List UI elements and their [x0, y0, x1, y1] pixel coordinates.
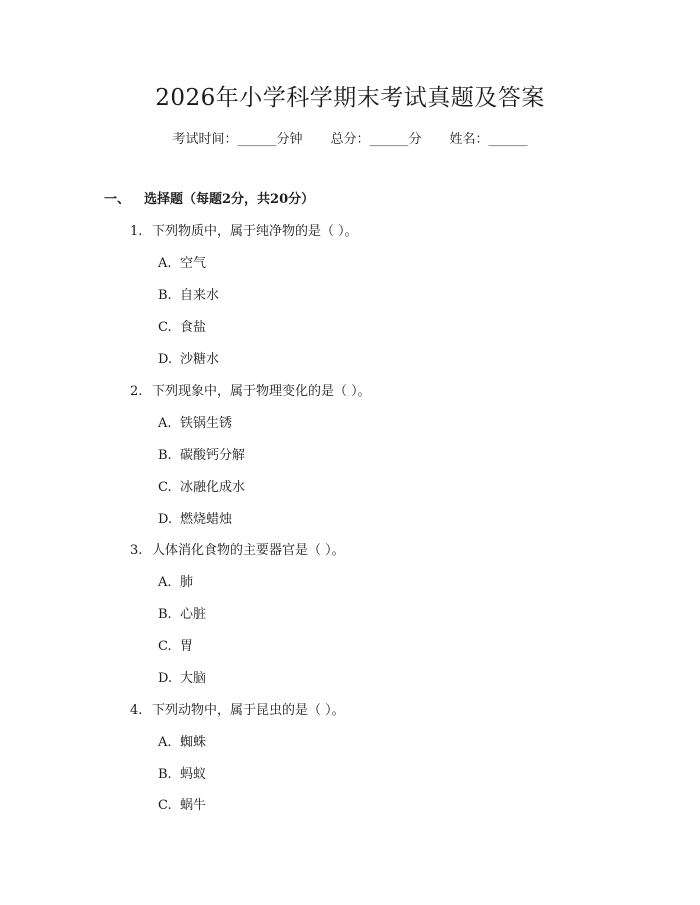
answer-option: [158, 574, 193, 592]
question-text: 下列动物中，属于昆虫的是（ ）。: [152, 703, 345, 718]
question: [130, 223, 358, 241]
question: [130, 383, 371, 401]
exam-meta: [0, 131, 700, 149]
option-text: 铁锅生锈: [180, 416, 233, 431]
section-heading: [104, 191, 314, 209]
option-text: 沙糖水: [180, 352, 220, 367]
section-number: 一、: [104, 192, 131, 207]
option-text: 蜘蛛: [180, 735, 207, 750]
answer-option: [158, 606, 206, 624]
option-letter: B.: [158, 288, 172, 303]
option-letter: B.: [158, 448, 172, 463]
option-text: 食盐: [180, 320, 207, 335]
option-text: 蜗牛: [180, 798, 207, 813]
answer-option: [158, 415, 232, 433]
question-number: 4.: [130, 703, 143, 718]
option-text: 肺: [180, 575, 194, 590]
option-letter: D.: [158, 671, 173, 686]
option-letter: A.: [158, 416, 172, 431]
exam-time-label: 考试时间：______分钟: [172, 132, 303, 147]
answer-option: [158, 670, 206, 688]
answer-option: [158, 797, 206, 815]
option-letter: C.: [158, 639, 172, 654]
option-letter: B.: [158, 607, 172, 622]
answer-option: [158, 638, 193, 656]
question-number: 2.: [130, 384, 143, 399]
option-text: 燃烧蜡烛: [180, 512, 233, 527]
answer-option: [158, 447, 245, 465]
answer-option: [158, 287, 219, 305]
option-text: 空气: [180, 256, 207, 271]
option-text: 大脑: [180, 671, 207, 686]
answer-option: [158, 351, 219, 369]
option-text: 胃: [180, 639, 194, 654]
question-text: 人体消化食物的主要器官是（ ）。: [152, 543, 345, 558]
option-letter: A.: [158, 256, 172, 271]
option-letter: B.: [158, 767, 172, 782]
question-number: 1.: [130, 224, 143, 239]
student-name-label: 姓名：______: [449, 132, 528, 147]
question: [130, 702, 345, 720]
answer-option: [158, 319, 206, 337]
option-text: 冰融化成水: [180, 480, 246, 495]
option-letter: C.: [158, 480, 172, 495]
option-letter: D.: [158, 352, 173, 367]
option-letter: C.: [158, 320, 172, 335]
page-title: 2026年小学科学期末考试真题及答案: [155, 85, 545, 111]
question: [130, 542, 345, 560]
option-letter: D.: [158, 512, 173, 527]
total-score-label: 总分：______分: [330, 132, 422, 147]
question-number: 3.: [130, 543, 143, 558]
option-letter: A.: [158, 575, 172, 590]
option-letter: C.: [158, 798, 172, 813]
question-text: 下列现象中，属于物理变化的是（ ）。: [152, 384, 371, 399]
option-text: 碳酸钙分解: [180, 448, 246, 463]
answer-option: [158, 255, 206, 273]
option-text: 自来水: [180, 288, 220, 303]
answer-option: [158, 511, 232, 529]
section-title: 选择题（每题2分，共20分）: [144, 192, 315, 207]
option-text: 蚂蚁: [180, 767, 207, 782]
answer-option: [158, 479, 245, 497]
option-letter: A.: [158, 735, 172, 750]
answer-option: [158, 766, 206, 784]
answer-option: [158, 734, 206, 752]
question-text: 下列物质中，属于纯净物的是（ ）。: [152, 224, 358, 239]
option-text: 心脏: [180, 607, 207, 622]
